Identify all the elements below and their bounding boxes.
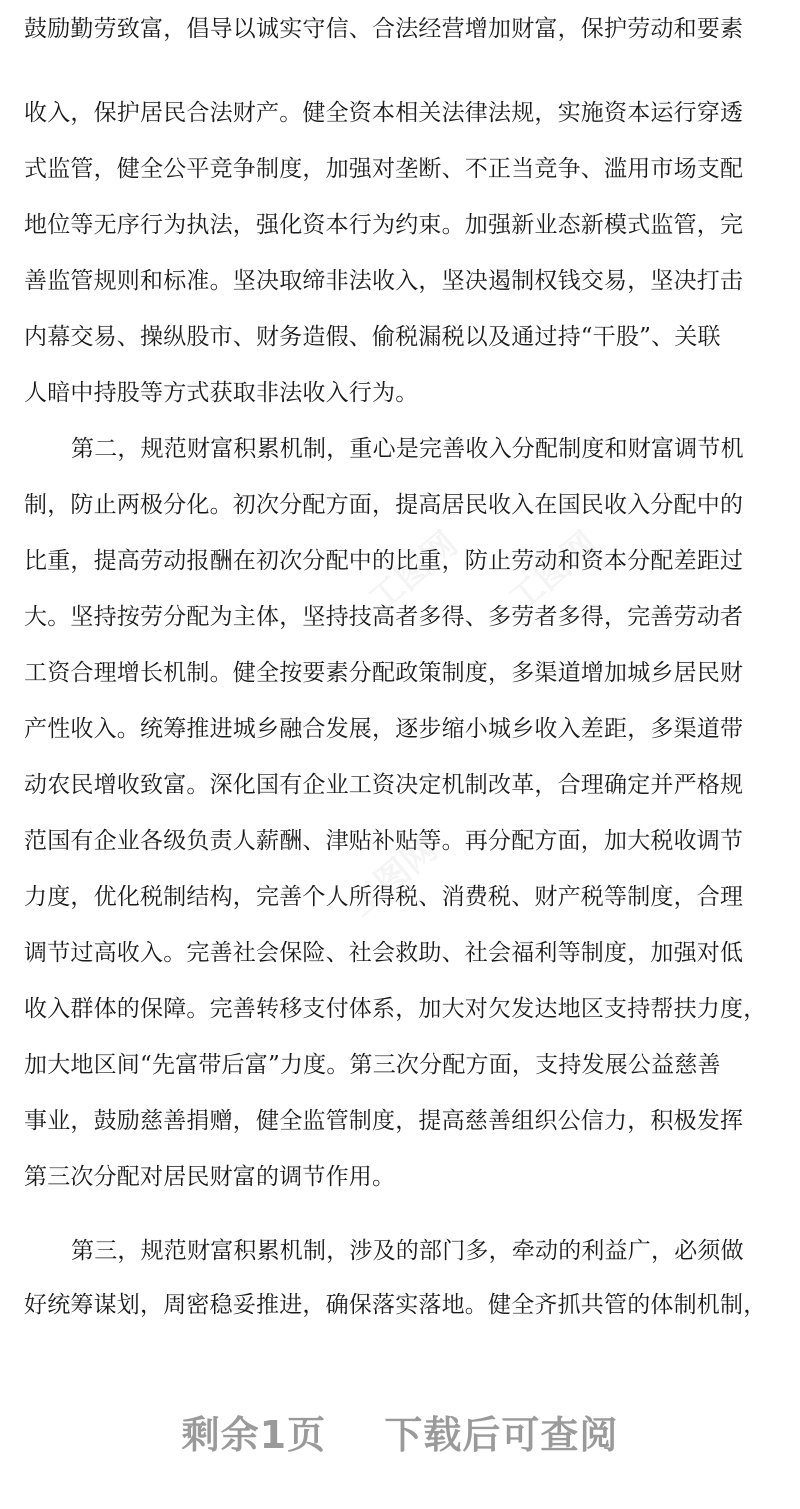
text-line: 制，防止两极分化。初次分配方面，提高居民收入在国民收入分配中的 <box>24 492 744 518</box>
text-line: 调节过高收入。完善社会保险、社会救助、社会福利等制度，加强对低 <box>24 940 744 966</box>
text-line: 收入，保护居民合法财产。健全资本相关法律法规，实施资本运行穿透 <box>24 100 744 126</box>
text-line: 产性收入。统筹推进城乡融合发展，逐步缩小城乡收入差距，多渠道带 <box>24 716 744 742</box>
text-line: 式监管，健全公平竞争制度，加强对垄断、不正当竞争、滥用市场支配 <box>24 156 744 182</box>
text-line: 加大地区间“先富带后富”力度。第三次分配方面，支持发展公益慈善 <box>24 1052 721 1078</box>
remaining-pages-label: 剩余1页 <box>181 1413 327 1457</box>
download-banner[interactable] <box>0 1405 800 1465</box>
watermark: 工图网 <box>341 829 446 926</box>
text-line: 好统筹谋划，周密稳妥推进，确保落实落地。健全齐抓共管的体制机制， <box>24 1292 767 1318</box>
text-line: 工资合理增长机制。健全按要素分配政策制度，多渠道增加城乡居民财 <box>24 660 744 686</box>
text-line: 范国有企业各级负责人薪酬、津贴补贴等。再分配方面，加大税收调节 <box>24 828 744 854</box>
watermark: 工图网 <box>361 524 466 621</box>
text-line: 善监管规则和标准。坚决取缔非法收入，坚决遏制权钱交易，坚决打击 <box>24 268 744 294</box>
text-line: 内幕交易、操纵股市、财务造假、偷税漏税以及通过持“干股”、关联 <box>24 324 721 350</box>
text-line: 第三，规范财富积累机制，涉及的部门多，牵动的利益广，必须做 <box>71 1238 744 1264</box>
text-line: 比重，提高劳动报酬在初次分配中的比重，防止劳动和资本分配差距过 <box>24 548 744 574</box>
text-line: 事业，鼓励慈善捐赠，健全监管制度，提高慈善组织公信力，积极发挥 <box>24 1108 744 1134</box>
text-line: 地位等无序行为执法，强化资本行为约束。加强新业态新模式监管，完 <box>24 212 744 238</box>
text-line: 第三次分配对居民财富的调节作用。 <box>24 1164 396 1190</box>
watermark: 工图网 <box>501 524 606 621</box>
download-hint-label: 下载后可查阅 <box>384 1413 619 1457</box>
text-line: 动农民增收致富。深化国有企业工资决定机制改革，合理确定并严格规 <box>24 772 744 798</box>
text-line: 人暗中持股等方式获取非法收入行为。 <box>24 380 419 406</box>
text-line: 大。坚持按劳分配为主体，坚持技高者多得、多劳者多得，完善劳动者 <box>24 604 744 630</box>
text-line: 力度，优化税制结构，完善个人所得税、消费税、财产税等制度，合理 <box>24 884 744 910</box>
text-line: 收入群体的保障。完善转移支付体系，加大对欠发达地区支持帮扶力度， <box>24 996 767 1022</box>
paragraph-first-line: 第二，规范财富积累机制，重心是完善收入分配制度和财富调节机 <box>71 436 744 462</box>
text-line: 鼓励勤劳致富，倡导以诚实守信、合法经营增加财富，保护劳动和要素 <box>24 16 744 42</box>
